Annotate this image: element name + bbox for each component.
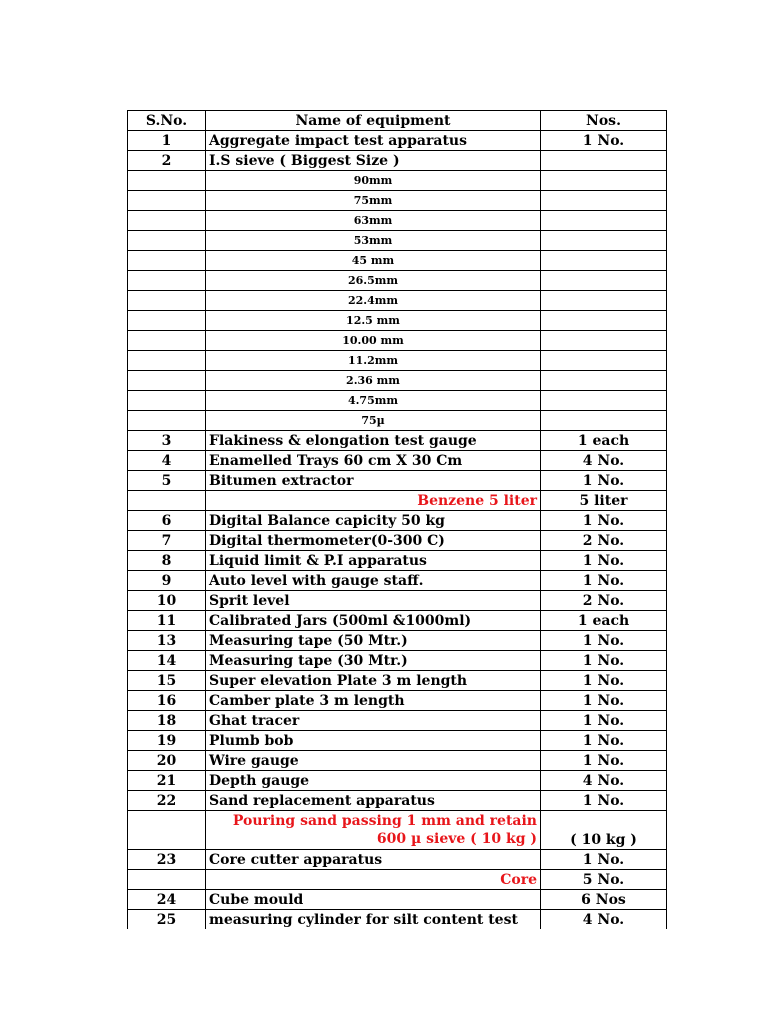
cell-sno bbox=[128, 291, 206, 311]
table-row bbox=[128, 671, 667, 691]
cell-sno: 11 bbox=[128, 611, 206, 631]
table-row bbox=[128, 151, 667, 171]
cell-sno: 8 bbox=[128, 551, 206, 571]
cell-sno bbox=[128, 231, 206, 251]
cell-sno: 13 bbox=[128, 631, 206, 651]
cell-sno: 9 bbox=[128, 571, 206, 591]
cell-name: Ghat tracer bbox=[206, 711, 541, 731]
cell-sno bbox=[128, 870, 206, 890]
cell-name: measuring cylinder for silt content test bbox=[206, 910, 541, 930]
cell-nos: 1 No. bbox=[541, 671, 667, 691]
cell-sno: 25 bbox=[128, 910, 206, 930]
cell-sno bbox=[128, 171, 206, 191]
cell-name: Cube mould bbox=[206, 890, 541, 910]
cell-nos bbox=[541, 371, 667, 391]
table-row bbox=[128, 471, 667, 491]
cell-sno bbox=[128, 271, 206, 291]
cell-nos: 5 liter bbox=[541, 491, 667, 511]
cell-sno: 22 bbox=[128, 791, 206, 811]
cell-nos: 1 No. bbox=[541, 731, 667, 751]
cell-name: Camber plate 3 m length bbox=[206, 691, 541, 711]
cell-nos: 6 Nos bbox=[541, 890, 667, 910]
table-body bbox=[128, 131, 667, 930]
table-row bbox=[128, 311, 667, 331]
cell-name: Aggregate impact test apparatus bbox=[206, 131, 541, 151]
cell-nos: 4 No. bbox=[541, 910, 667, 930]
table-row bbox=[128, 371, 667, 391]
cell-sno bbox=[128, 191, 206, 211]
cell-sieve-size: 12.5 mm bbox=[206, 311, 541, 331]
note-line-1: Pouring sand passing 1 mm and retain bbox=[232, 813, 537, 829]
cell-nos: 1 No. bbox=[541, 631, 667, 651]
cell-nos: 2 No. bbox=[541, 531, 667, 551]
table-row bbox=[128, 411, 667, 431]
cell-name: Enamelled Trays 60 cm X 30 Cm bbox=[206, 451, 541, 471]
cell-sieve-size: 26.5mm bbox=[206, 271, 541, 291]
table-row bbox=[128, 751, 667, 771]
table-row bbox=[128, 351, 667, 371]
cell-name: Auto level with gauge staff. bbox=[206, 571, 541, 591]
table-row bbox=[128, 511, 667, 531]
table-row bbox=[128, 331, 667, 351]
cell-name: Wire gauge bbox=[206, 751, 541, 771]
cell-name: I.S sieve ( Biggest Size ) bbox=[206, 151, 541, 171]
header-nos: Nos. bbox=[541, 111, 667, 131]
table-row bbox=[128, 651, 667, 671]
cell-nos: 4 No. bbox=[541, 451, 667, 471]
cell-note: Core bbox=[206, 870, 541, 890]
cell-name: Digital thermometer(0-300 C) bbox=[206, 531, 541, 551]
cell-nos bbox=[541, 171, 667, 191]
cell-nos bbox=[541, 191, 667, 211]
table-row bbox=[128, 431, 667, 451]
table-row bbox=[128, 631, 667, 651]
cell-note bbox=[206, 811, 541, 850]
cell-nos: 1 each bbox=[541, 611, 667, 631]
table-row bbox=[128, 850, 667, 870]
cell-name: Plumb bob bbox=[206, 731, 541, 751]
cell-sno bbox=[128, 331, 206, 351]
cell-name: Measuring tape (30 Mtr.) bbox=[206, 651, 541, 671]
cell-nos bbox=[541, 351, 667, 371]
cell-name: Bitumen extractor bbox=[206, 471, 541, 491]
cell-nos: 5 No. bbox=[541, 870, 667, 890]
cell-sno: 18 bbox=[128, 711, 206, 731]
table-row bbox=[128, 211, 667, 231]
cell-name: Depth gauge bbox=[206, 771, 541, 791]
cell-sno: 1 bbox=[128, 131, 206, 151]
cell-sieve-size: 75mm bbox=[206, 191, 541, 211]
cell-sno bbox=[128, 251, 206, 271]
table-row bbox=[128, 571, 667, 591]
header-sno: S.No. bbox=[128, 111, 206, 131]
cell-nos bbox=[541, 331, 667, 351]
cell-nos: 1 No. bbox=[541, 791, 667, 811]
table-row bbox=[128, 491, 667, 511]
cell-nos: 1 No. bbox=[541, 751, 667, 771]
cell-name: Liquid limit & P.I apparatus bbox=[206, 551, 541, 571]
table-row bbox=[128, 870, 667, 890]
cell-sno: 10 bbox=[128, 591, 206, 611]
cell-name: Core cutter apparatus bbox=[206, 850, 541, 870]
table-row bbox=[128, 611, 667, 631]
cell-sno: 3 bbox=[128, 431, 206, 451]
cell-name: Sprit level bbox=[206, 591, 541, 611]
cell-sno: 19 bbox=[128, 731, 206, 751]
table-row bbox=[128, 291, 667, 311]
table-row bbox=[128, 691, 667, 711]
cell-nos: 1 No. bbox=[541, 131, 667, 151]
cell-nos bbox=[541, 411, 667, 431]
table-row bbox=[128, 811, 667, 850]
cell-sno bbox=[128, 491, 206, 511]
table-row bbox=[128, 711, 667, 731]
cell-nos bbox=[541, 231, 667, 251]
cell-nos: 2 No. bbox=[541, 591, 667, 611]
cell-sieve-size: 63mm bbox=[206, 211, 541, 231]
cell-sno bbox=[128, 811, 206, 850]
cell-nos bbox=[541, 151, 667, 171]
cell-sieve-size: 2.36 mm bbox=[206, 371, 541, 391]
cell-nos bbox=[541, 291, 667, 311]
table-row bbox=[128, 771, 667, 791]
cell-note: Benzene 5 liter bbox=[206, 491, 541, 511]
cell-sieve-size: 4.75mm bbox=[206, 391, 541, 411]
cell-nos bbox=[541, 251, 667, 271]
cell-nos: 1 No. bbox=[541, 691, 667, 711]
cell-sieve-size: 10.00 mm bbox=[206, 331, 541, 351]
cell-name: Digital Balance capicity 50 kg bbox=[206, 511, 541, 531]
table-row bbox=[128, 890, 667, 910]
cell-nos: 1 No. bbox=[541, 551, 667, 571]
cell-sno: 24 bbox=[128, 890, 206, 910]
cell-nos: 1 No. bbox=[541, 711, 667, 731]
cell-nos: 1 each bbox=[541, 431, 667, 451]
cell-name: Sand replacement apparatus bbox=[206, 791, 541, 811]
cell-sieve-size: 75µ bbox=[206, 411, 541, 431]
table-row bbox=[128, 271, 667, 291]
cell-sno: 23 bbox=[128, 850, 206, 870]
cell-nos bbox=[541, 211, 667, 231]
cell-name: Super elevation Plate 3 m length bbox=[206, 671, 541, 691]
table-row bbox=[128, 231, 667, 251]
cell-sno bbox=[128, 391, 206, 411]
cell-nos: 1 No. bbox=[541, 850, 667, 870]
cell-sno: 16 bbox=[128, 691, 206, 711]
cell-sno: 2 bbox=[128, 151, 206, 171]
cell-sieve-size: 22.4mm bbox=[206, 291, 541, 311]
table-row bbox=[128, 131, 667, 151]
table-row bbox=[128, 391, 667, 411]
cell-nos bbox=[541, 271, 667, 291]
cell-nos: 1 No. bbox=[541, 651, 667, 671]
cell-sno: 20 bbox=[128, 751, 206, 771]
cell-sieve-size: 53mm bbox=[206, 231, 541, 251]
cell-nos: 4 No. bbox=[541, 771, 667, 791]
equipment-table bbox=[127, 110, 667, 929]
cell-name: Measuring tape (50 Mtr.) bbox=[206, 631, 541, 651]
cell-nos: 1 No. bbox=[541, 471, 667, 491]
table-row bbox=[128, 171, 667, 191]
cell-sno: 21 bbox=[128, 771, 206, 791]
cell-sieve-size: 45 mm bbox=[206, 251, 541, 271]
table-row bbox=[128, 731, 667, 751]
table-row bbox=[128, 910, 667, 930]
cell-nos: 1 No. bbox=[541, 571, 667, 591]
table-row bbox=[128, 451, 667, 471]
cell-sno bbox=[128, 311, 206, 331]
cell-sno: 15 bbox=[128, 671, 206, 691]
table-row bbox=[128, 591, 667, 611]
table-row bbox=[128, 251, 667, 271]
header-name: Name of equipment bbox=[206, 111, 541, 131]
cell-sno: 5 bbox=[128, 471, 206, 491]
note-line-2: 600 µ sieve ( 10 kg ) bbox=[376, 831, 537, 847]
cell-name: Flakiness & elongation test gauge bbox=[206, 431, 541, 451]
cell-sno: 6 bbox=[128, 511, 206, 531]
table-header-row bbox=[128, 111, 667, 131]
cell-sno bbox=[128, 351, 206, 371]
cell-name: Calibrated Jars (500ml &1000ml) bbox=[206, 611, 541, 631]
cell-sno: 7 bbox=[128, 531, 206, 551]
cell-sno bbox=[128, 371, 206, 391]
table-row bbox=[128, 191, 667, 211]
cell-nos bbox=[541, 391, 667, 411]
cell-nos: 1 No. bbox=[541, 511, 667, 531]
cell-nos: ( 10 kg ) bbox=[541, 811, 667, 850]
cell-sno bbox=[128, 411, 206, 431]
cell-sno bbox=[128, 211, 206, 231]
cell-sno: 14 bbox=[128, 651, 206, 671]
table-row bbox=[128, 551, 667, 571]
cell-sieve-size: 11.2mm bbox=[206, 351, 541, 371]
table-row bbox=[128, 791, 667, 811]
cell-sno: 4 bbox=[128, 451, 206, 471]
table-row bbox=[128, 531, 667, 551]
cell-sieve-size: 90mm bbox=[206, 171, 541, 191]
cell-nos bbox=[541, 311, 667, 331]
